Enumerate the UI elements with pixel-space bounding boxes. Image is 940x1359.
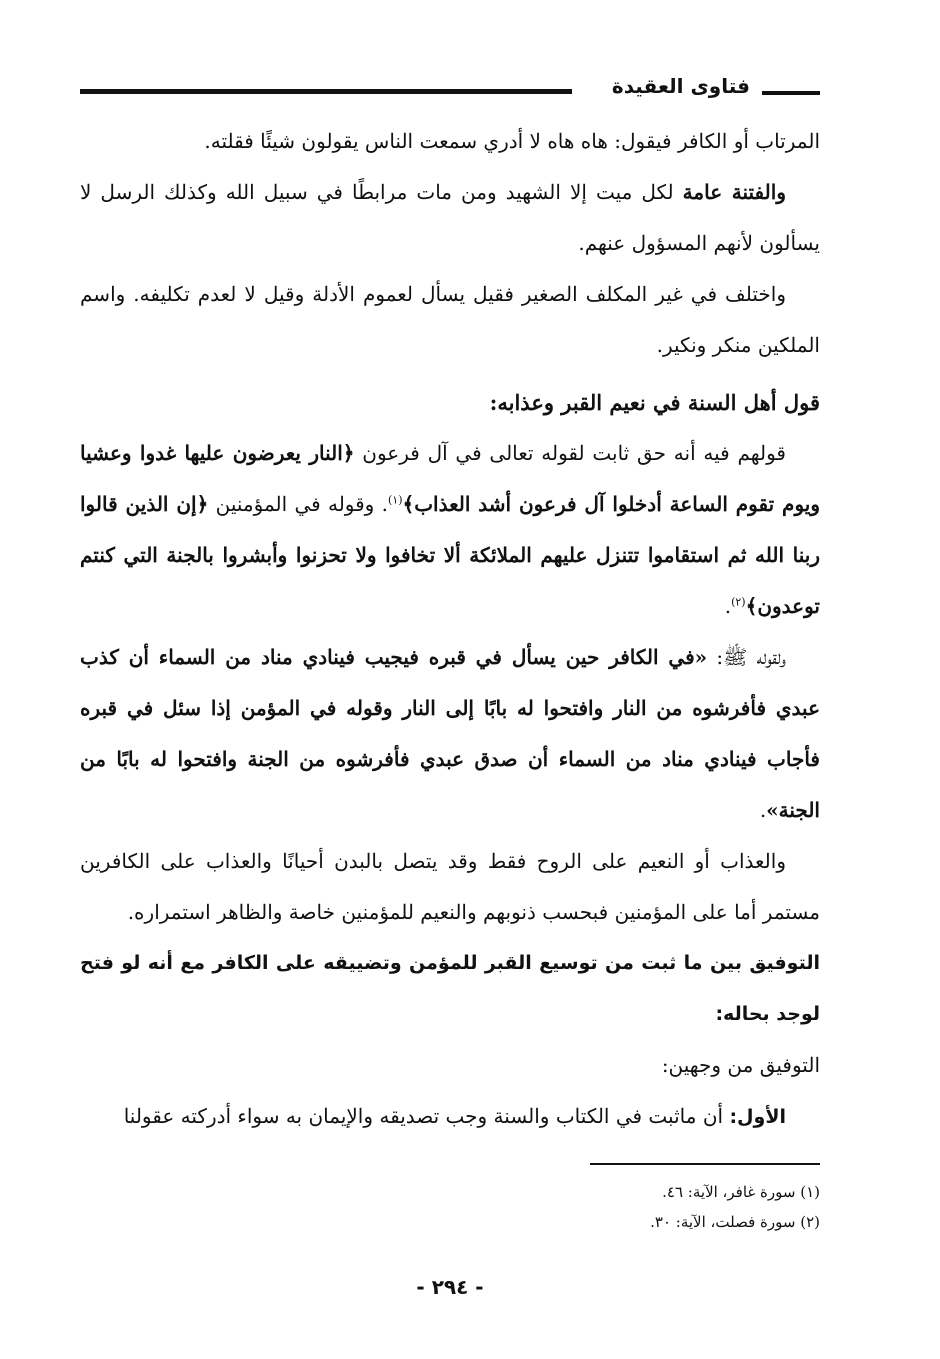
paragraph: التوفيق من وجهين: xyxy=(661,1053,820,1077)
header-title: فتاوى العقيدة xyxy=(611,74,750,98)
emphasis: والفتنة عامة xyxy=(682,180,786,204)
section-heading: التوفيق بين ما ثبت من توسيع القبر للمؤمن وتضييقه على الكافر مع أنه لو فتح لوجد بحاله: xyxy=(80,952,820,1025)
footnote: (١) سورة غافر، الآية: ٤٦. xyxy=(662,1183,820,1201)
footnote-ref: (٢) xyxy=(731,595,746,609)
paragraph: والعذاب أو النعيم على الروح فقط وقد يتصل بالبدن أحيانًا والعذاب على الكافرين مستمر أما على المؤمنين فبحسب ذنوبهم والنعيم للمؤمنين خاصة والظاهر استمراره. xyxy=(80,849,820,924)
footnotes xyxy=(80,1177,820,1237)
hadith-quote: «في الكافر حين يسأل في قبره فيجيب فينادي مناد من السماء أن كذب عبدي فأفرشوه من النار وافتحوا له بابًا إلى النار وقوله في المؤمن إذا سئل في قبره فأجاب فينادي مناد من السماء أن صدق عبدي فأفرشوه من الجنة وافتحوا له بابًا من الجنة» xyxy=(80,645,820,822)
header-rule xyxy=(80,89,572,94)
point-label: الأول: xyxy=(729,1106,786,1128)
section-heading: قول أهل السنة في نعيم القبر وعذابه: xyxy=(489,390,820,415)
quran-quote: ﴿النار يعرضون عليها غدوا وعشيا ويوم تقوم الساعة أدخلوا آل فرعون أشد العذاب﴾ xyxy=(80,441,821,516)
footnote-ref: (١) xyxy=(387,493,403,507)
paragraph-text: . xyxy=(724,594,732,618)
body-text xyxy=(80,116,820,1143)
paragraph: واختلف في غير المكلف الصغير فقيل يسأل لعموم الأدلة وقيل لا لعدم تكليفه. واسم الملكين منكر ونكير. xyxy=(80,282,820,357)
footnote: (٢) سورة فصلت، الآية: ٣٠. xyxy=(650,1213,820,1231)
paragraph xyxy=(80,632,820,836)
paragraph xyxy=(80,167,820,269)
quran-quote: ﴿إن الذين قالوا ربنا الله ثم استقاموا تتنزل عليهم الملائكة ألا تخافوا ولا تحزنوا وأبشروا بالجنة التي كنتم توعدون﴾ xyxy=(80,492,820,618)
paragraph-text: . xyxy=(759,798,767,822)
paragraph-text: قولهم فيه أنه حق ثابت لقوله تعالى في آل فرعون xyxy=(354,441,786,465)
paragraph-text: لكل ميت إلا الشهيد ومن مات مرابطًا في سبيل الله وكذلك الرسل لا يسألون لأنهم المسؤول عنهم. xyxy=(80,180,820,255)
paragraph-text: . وقوله في المؤمنين xyxy=(208,492,388,516)
header-dash xyxy=(762,91,820,95)
footnote-separator xyxy=(590,1163,820,1165)
book-page xyxy=(80,60,820,1320)
paragraph xyxy=(80,1091,820,1143)
paragraph: المرتاب أو الكافر فيقول: هاه هاه لا أدري سمعت الناس يقولون شيئًا فقلته. xyxy=(204,129,820,153)
paragraph-text: أن ماثبت في الكتاب والسنة وجب تصديقه والإيمان به سواء أدركته عقولنا xyxy=(123,1104,730,1128)
paragraph xyxy=(80,428,820,632)
page-number: - ٢٩٤ - xyxy=(416,1275,484,1299)
paragraph-text: ولقوله ﷺ: xyxy=(707,645,786,669)
running-header xyxy=(80,72,820,106)
